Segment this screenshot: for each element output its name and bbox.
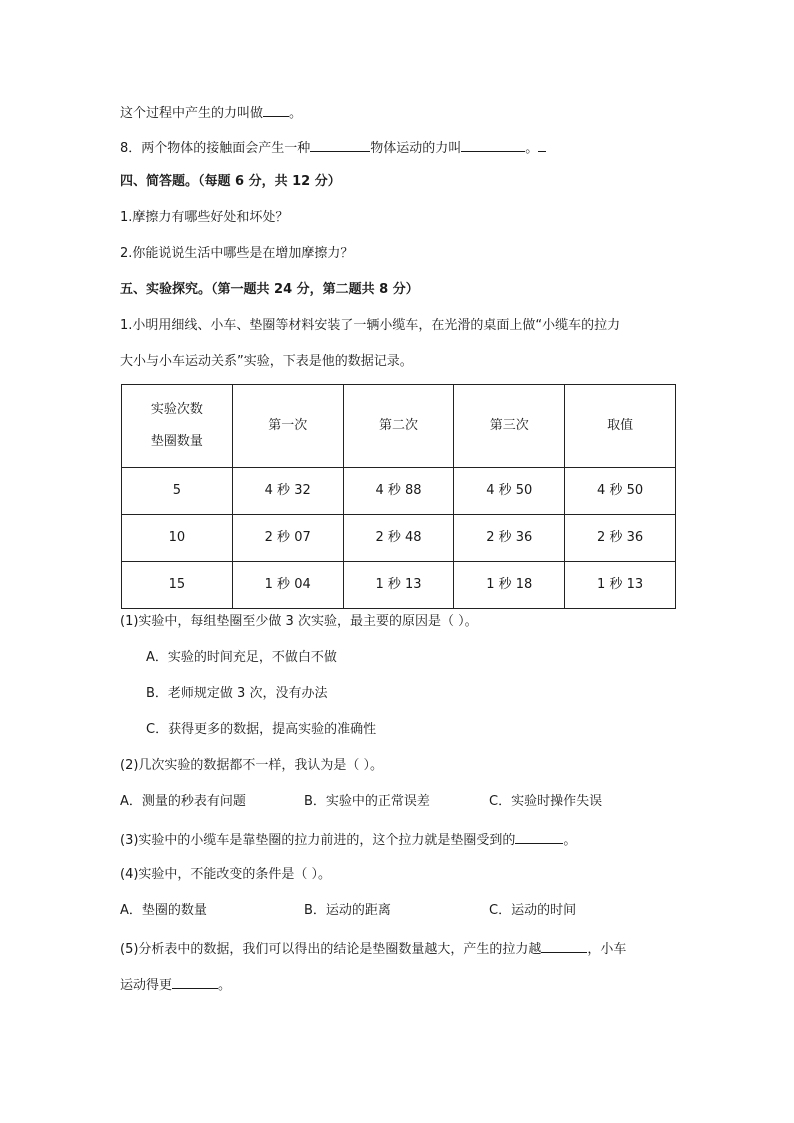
option-c[interactable]: C．获得更多的数据，提高实验的准确性 <box>146 722 377 737</box>
option-c[interactable]: C．实验时操作失误 <box>489 794 603 809</box>
answer-blank[interactable] <box>541 938 587 953</box>
table-header-cell: 第三次 <box>454 385 565 468</box>
q7-text: 这个过程中产生的力叫做 <box>120 106 264 121</box>
sub-question-5-line-2: 运动得更 。 <box>120 974 231 996</box>
table-cell: 1 秒 13 <box>343 562 454 609</box>
table-cell: 4 秒 88 <box>343 468 454 515</box>
table-cell: 15 <box>122 562 233 609</box>
table-cell: 4 秒 50 <box>454 468 565 515</box>
table-header-cell: 第二次 <box>343 385 454 468</box>
table-cell: 1 秒 04 <box>232 562 343 609</box>
option-a[interactable]: A．实验的时间充足，不做白不做 <box>146 650 337 665</box>
table-row <box>122 468 676 515</box>
table-cell: 10 <box>122 515 233 562</box>
table-cell: 2 秒 36 <box>454 515 565 562</box>
table-cell: 2 秒 07 <box>232 515 343 562</box>
section-5-question-1-line-1: 1.小明用细线、小车、垫圈等材料安装了一辆小缆车，在光滑的桌面上做“小缆车的拉力 <box>120 318 621 333</box>
table-header-cell: 取值 <box>565 385 676 468</box>
option-a[interactable]: A．垫圈的数量 <box>120 903 207 918</box>
question-8: 8．两个物体的接触面会产生一种 物体运动的力叫 。 <box>120 137 546 159</box>
section-4-heading: 四、简答题。（每题 6 分，共 12 分） <box>120 174 341 189</box>
option-a[interactable]: A．测量的秒表有问题 <box>120 794 246 809</box>
table-cell: 4 秒 50 <box>565 468 676 515</box>
answer-blank[interactable] <box>263 102 289 117</box>
answer-blank[interactable] <box>310 137 370 152</box>
table-cell: 2 秒 48 <box>343 515 454 562</box>
sub-question-5-line-1: (5)分析表中的数据，我们可以得出的结论是垫圈数量越大，产生的拉力越 ，小车 <box>120 938 626 960</box>
table-row <box>122 515 676 562</box>
sub-question-4: (4)实验中，不能改变的条件是（ ）。 <box>120 867 332 882</box>
sub-question-3: (3)实验中的小缆车是靠垫圈的拉力前进的，这个拉力就是垫圈受到的 。 <box>120 829 576 851</box>
option-b[interactable]: B．运动的距离 <box>304 903 391 918</box>
option-b[interactable]: B．老师规定做 3 次，没有办法 <box>146 686 328 701</box>
table-cell: 1 秒 13 <box>565 562 676 609</box>
q7-continuation: 这个过程中产生的力叫做 。 <box>120 102 302 124</box>
option-c[interactable]: C．运动的时间 <box>489 903 577 918</box>
table-row <box>122 562 676 609</box>
sub-question-1: (1)实验中，每组垫圈至少做 3 次实验，最主要的原因是（ ）。 <box>120 614 478 629</box>
table-header-cell: 第一次 <box>232 385 343 468</box>
answer-blank[interactable] <box>172 974 218 989</box>
data-table <box>121 384 676 609</box>
section-4-question-1: 1.摩擦力有哪些好处和坏处？ <box>120 210 289 225</box>
section-5-heading: 五、实验探究。（第一题共 24 分，第二题共 8 分） <box>120 282 419 297</box>
sub-question-2: (2)几次实验的数据都不一样，我认为是（ ）。 <box>120 758 384 773</box>
answer-blank[interactable] <box>515 829 563 844</box>
section-5-question-1-line-2: 大小与小车运动关系”实验，下表是他的数据记录。 <box>120 354 413 369</box>
answer-blank[interactable] <box>461 137 525 152</box>
table-cell: 1 秒 18 <box>454 562 565 609</box>
table-cell: 5 <box>122 468 233 515</box>
table-corner-cell: 实验次数 垫圈数量 <box>122 385 233 468</box>
table-cell: 4 秒 32 <box>232 468 343 515</box>
section-4-question-2: 2.你能说说生活中哪些是在增加摩擦力？ <box>120 246 354 261</box>
table-cell: 2 秒 36 <box>565 515 676 562</box>
table-header-row <box>122 385 676 468</box>
option-b[interactable]: B．实验中的正常误差 <box>304 794 430 809</box>
